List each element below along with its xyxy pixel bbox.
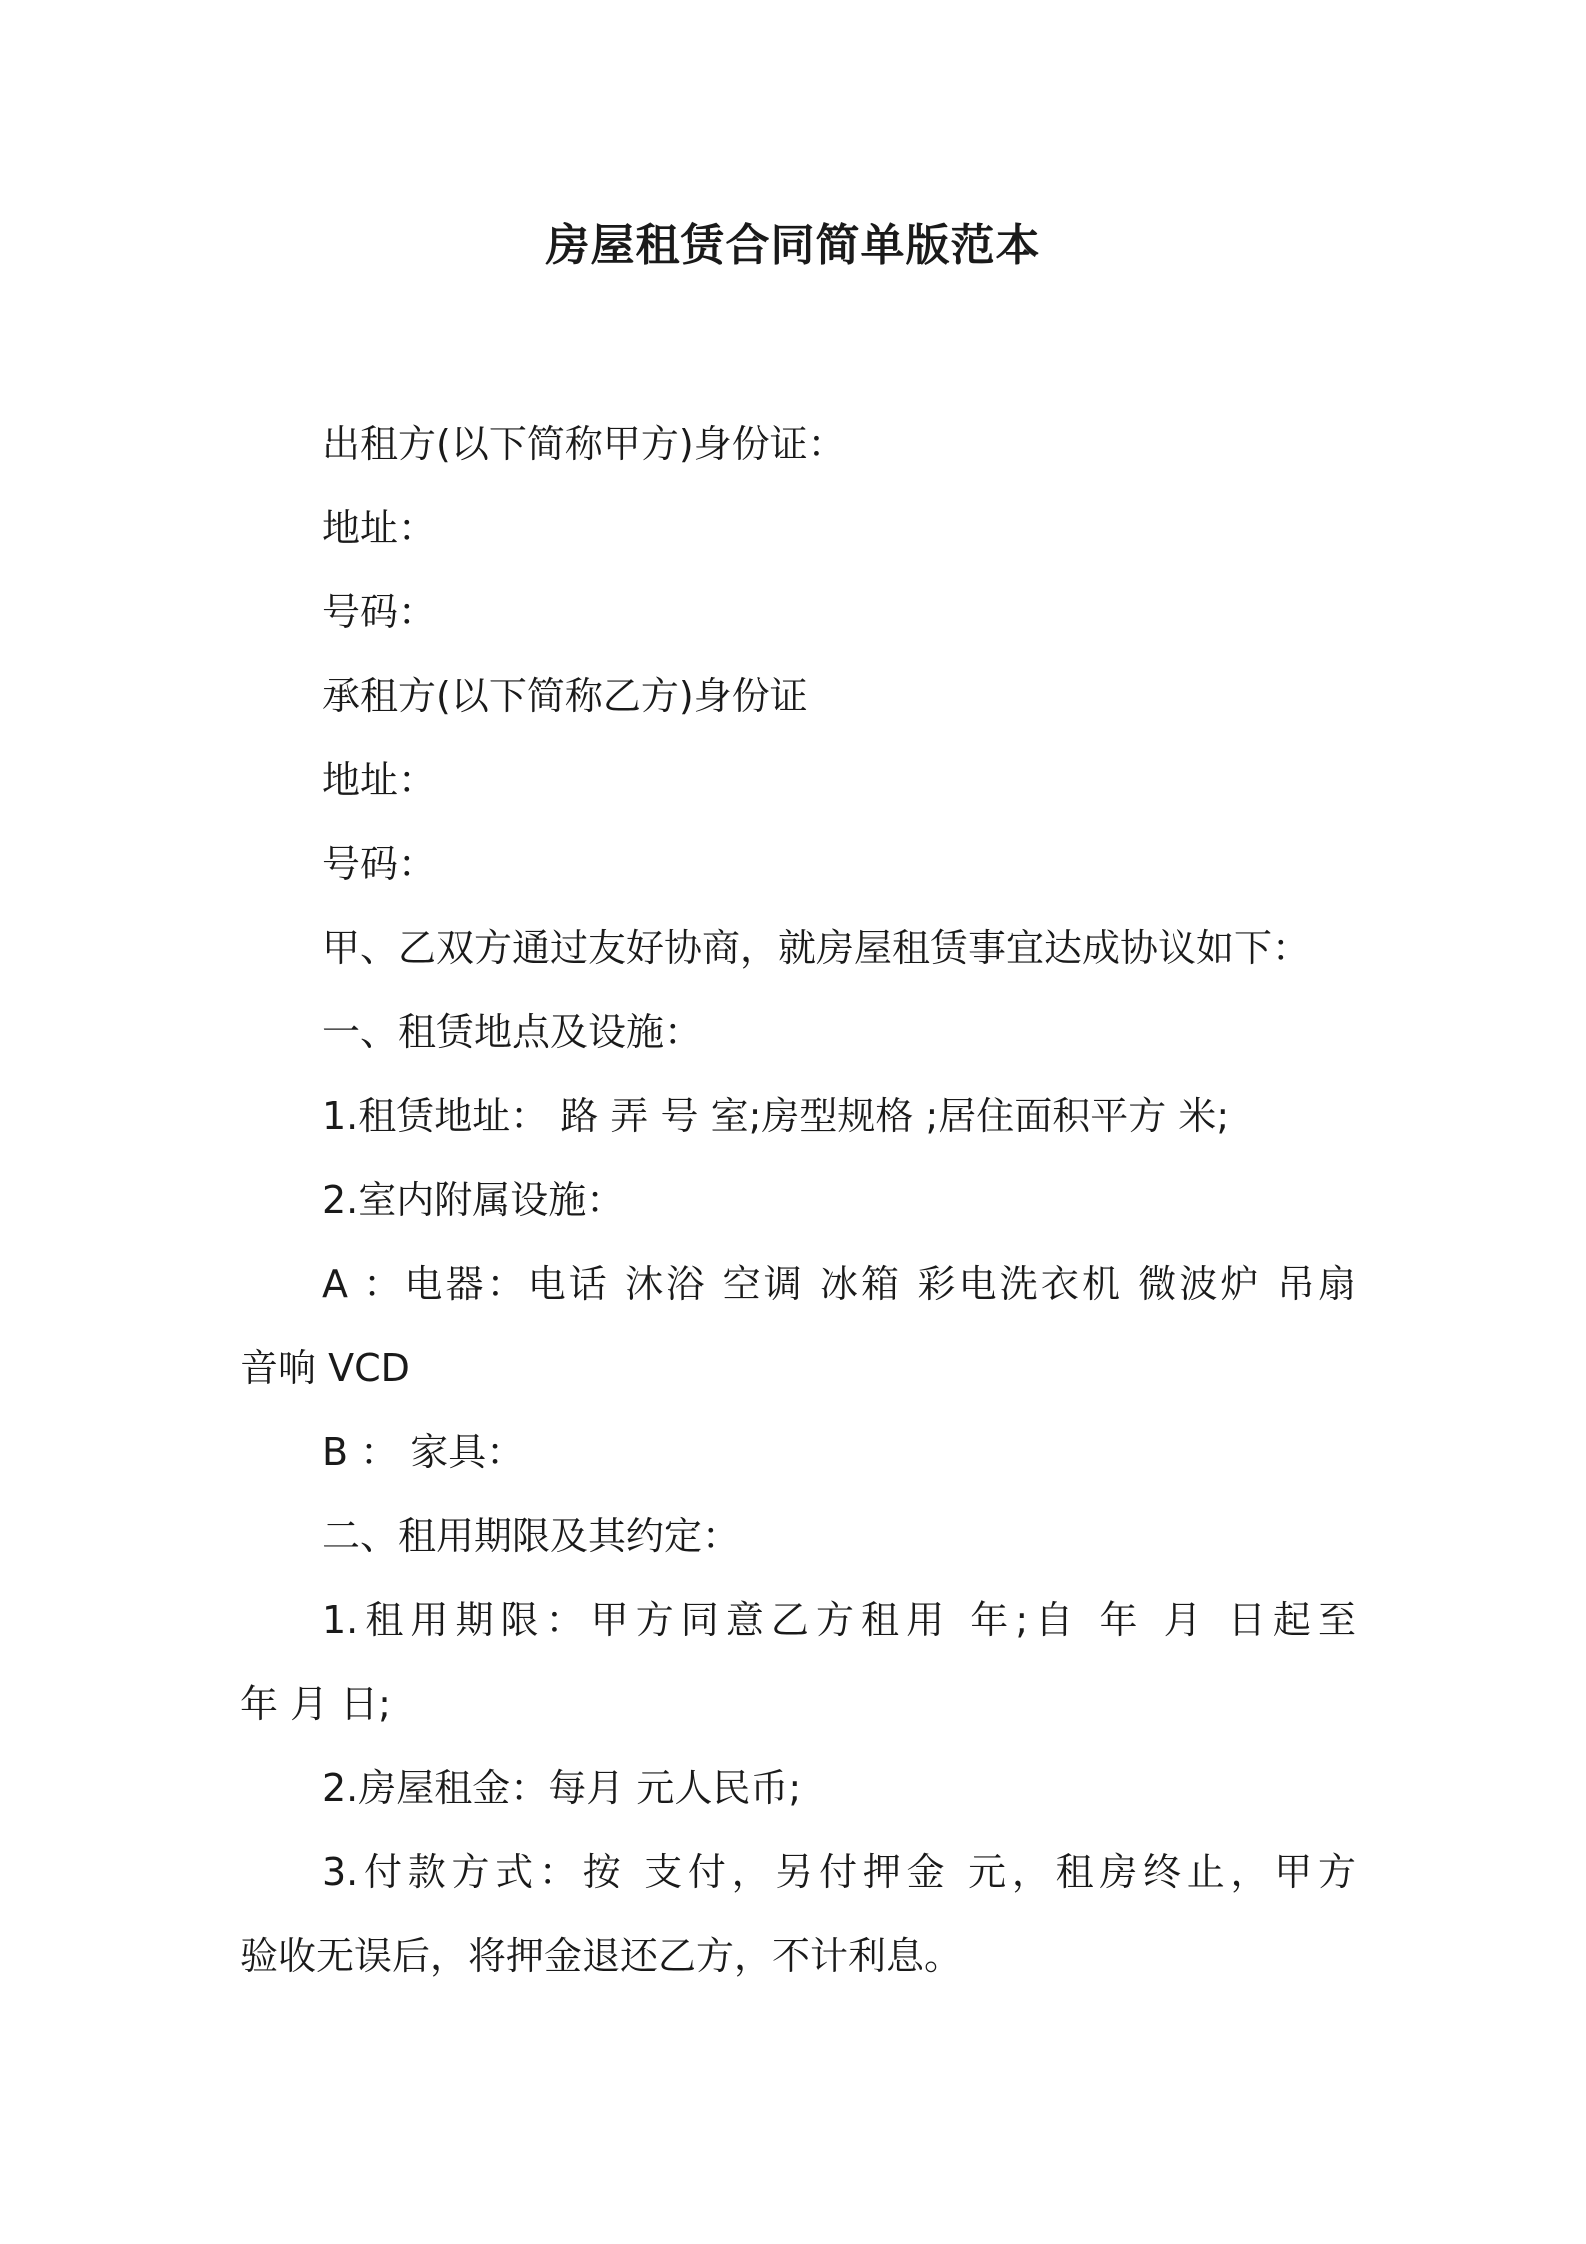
lessor-number-line: 号码： xyxy=(322,590,437,634)
clause-lease-term-continued: 年 月 日; xyxy=(240,1682,391,1726)
clause-rental-address: 1.租赁地址： 路 弄 号 室;房型规格 ;居住面积平方 米; xyxy=(322,1094,1230,1138)
clause-appliances: A ：电器：电话 沐浴 空调 冰箱 彩电洗衣机 微波炉 吊扇 xyxy=(322,1262,1356,1306)
clause-facilities: 2.室内附属设施： xyxy=(322,1178,625,1222)
lessee-address-line: 地址： xyxy=(322,758,437,802)
clause-payment-continued: 验收无误后，将押金退还乙方，不计利息。 xyxy=(240,1934,963,1978)
document-body xyxy=(240,402,1356,1998)
clause-appliances-continued: 音响 VCD xyxy=(240,1346,410,1390)
section-heading-location: 一、租赁地点及设施： xyxy=(322,1010,703,1054)
document-title: 房屋租赁合同简单版范本 xyxy=(545,220,1041,271)
section-heading-term: 二、租用期限及其约定： xyxy=(322,1514,741,1558)
clause-furniture: B ： 家具： xyxy=(322,1430,525,1474)
lessor-address-line: 地址： xyxy=(322,506,437,550)
agreement-intro: 甲、乙双方通过友好协商，就房屋租赁事宜达成协议如下： xyxy=(322,926,1311,970)
clause-rent: 2.房屋租金：每月 元人民币; xyxy=(322,1766,802,1810)
lessee-id-line: 承租方(以下简称乙方)身份证 xyxy=(322,674,808,718)
clause-payment: 3.付款方式：按 支付，另付押金 元，租房终止，甲方 xyxy=(322,1850,1356,1894)
clause-lease-term: 1.租用期限：甲方同意乙方租用 年;自 年 月 日起至 xyxy=(322,1598,1356,1642)
lessor-id-line: 出租方(以下简称甲方)身份证： xyxy=(322,422,846,466)
lessee-number-line: 号码： xyxy=(322,842,437,886)
